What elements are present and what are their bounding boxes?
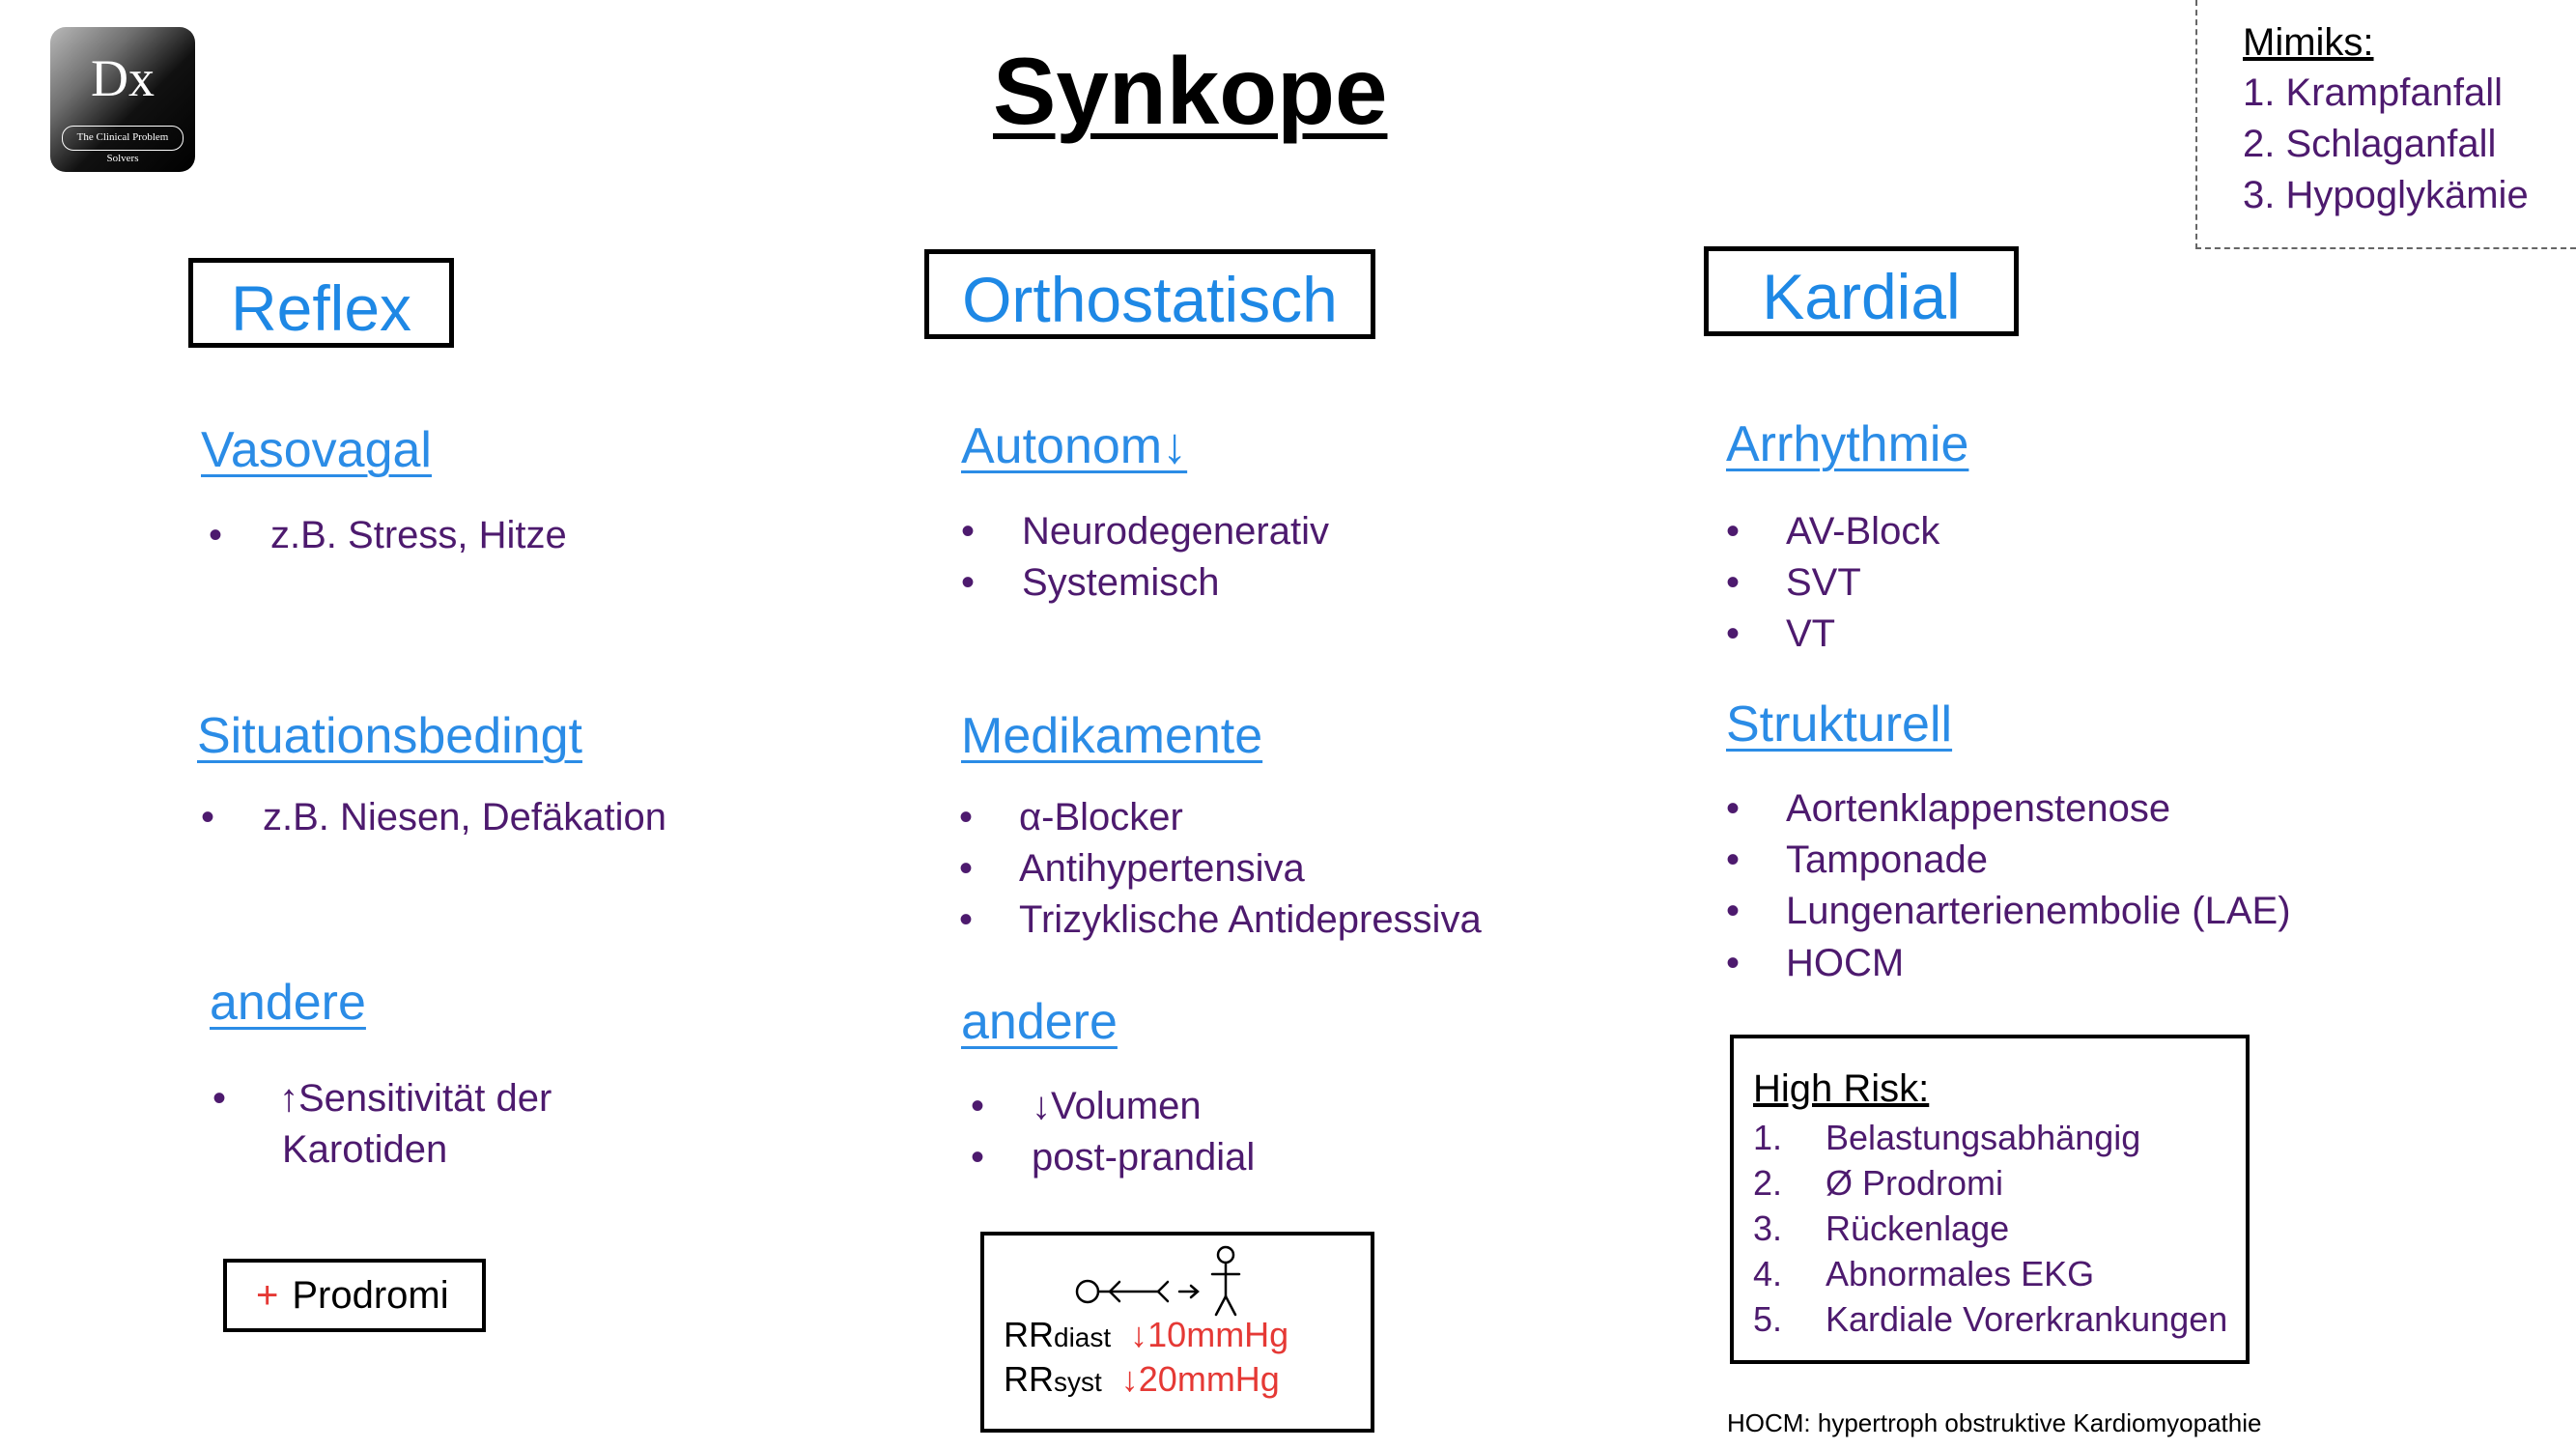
mimics-box <box>2195 0 2576 249</box>
category-cardiac <box>1704 246 2019 336</box>
bullet-text: Aortenklappenstenose <box>1786 787 2171 830</box>
rr-systolic-sub: syst <box>1054 1367 1102 1397</box>
logo <box>50 27 195 172</box>
high-risk-box <box>1730 1035 2250 1364</box>
mimics-item: 1. Krampfanfall <box>2243 71 2504 114</box>
logo-subtitle: The Clinical Problem Solvers <box>62 126 184 151</box>
rr-diastolic-value: ↓10mmHg <box>1130 1315 1289 1354</box>
bullet-text: z.B. Stress, Hitze <box>270 514 567 556</box>
bullet-text: Trizyklische Antidepressiva <box>1019 898 1482 941</box>
bullet-text: SVT <box>1786 561 1861 604</box>
rr-diastolic-label: RR <box>1004 1315 1054 1354</box>
heading-structural: Strukturell <box>1726 696 1953 753</box>
high-risk-num: 1. <box>1753 1118 1783 1157</box>
rr-diastolic-sub: diast <box>1054 1322 1112 1352</box>
high-risk-num: 4. <box>1753 1254 1783 1293</box>
bullet-text: VT <box>1786 612 1836 655</box>
category-orthostatic <box>924 249 1375 339</box>
blood-pressure-box <box>980 1232 1374 1433</box>
high-risk-num: 5. <box>1753 1299 1783 1339</box>
category-cardiac-label: Kardial <box>1762 261 1961 332</box>
rr-systolic-label: RR <box>1004 1359 1054 1399</box>
bullet-text: HOCM <box>1786 942 1905 984</box>
bullet-text: Systemisch <box>1022 561 1220 604</box>
page-title: Synkope <box>993 38 1388 144</box>
high-risk-text: Rückenlage <box>1826 1208 2010 1248</box>
footnote: HOCM: hypertroph obstruktive Kardiomyopathie <box>1727 1408 2262 1437</box>
bullet-text: Lungenarterienembolie (LAE) <box>1786 890 2291 932</box>
high-risk-num: 2. <box>1753 1163 1783 1203</box>
category-reflex <box>188 258 454 348</box>
prodromi-box <box>223 1259 486 1332</box>
bullet-text: AV-Block <box>1786 510 1940 553</box>
heading-arrhythmia: Arrhythmie <box>1726 416 1969 472</box>
bullet-text: z.B. Niesen, Defäkation <box>263 796 666 838</box>
rr-systolic <box>1004 1359 1280 1400</box>
mimics-item: 3. Hypoglykämie <box>2243 174 2529 216</box>
bullet-text: Tamponade <box>1786 838 1989 881</box>
high-risk-text: Kardiale Vorerkrankungen <box>1826 1299 2228 1339</box>
category-reflex-label: Reflex <box>230 272 412 344</box>
heading-autonomic: Autonom↓ <box>961 418 1188 474</box>
heading-medications: Medikamente <box>961 708 1263 764</box>
heading-reflex-other: andere <box>210 975 366 1031</box>
rr-diastolic <box>1004 1315 1288 1355</box>
prodromi-label: Prodromi <box>292 1274 449 1317</box>
high-risk-text: Ø Prodromi <box>1826 1163 2004 1203</box>
bullet-continuation: Karotiden <box>282 1128 448 1171</box>
heading-orthostatic-other: andere <box>961 994 1118 1050</box>
bullet-text: post-prandial <box>1032 1136 1256 1179</box>
heading-vasovagal: Vasovagal <box>201 422 432 478</box>
plus-icon: + <box>256 1274 279 1317</box>
high-risk-text: Abnormales EKG <box>1826 1254 2095 1293</box>
bullet-text: ↑Sensitivität der <box>279 1077 552 1120</box>
high-risk-heading: High Risk: <box>1753 1067 1930 1110</box>
rr-systolic-value: ↓20mmHg <box>1120 1359 1280 1399</box>
high-risk-text: Belastungsabhängig <box>1826 1118 2141 1157</box>
bullet-text: ↓Volumen <box>1032 1085 1202 1127</box>
lying-to-standing-icon <box>1071 1243 1264 1321</box>
bullet-text: α-Blocker <box>1019 796 1183 838</box>
bullet-text: Neurodegenerativ <box>1022 510 1329 553</box>
high-risk-num: 3. <box>1753 1208 1783 1248</box>
bullet-text: Antihypertensiva <box>1019 847 1305 890</box>
heading-situational: Situationsbedingt <box>197 708 582 764</box>
logo-mark: Dx <box>91 49 155 107</box>
category-orthostatic-label: Orthostatisch <box>962 264 1338 335</box>
mimics-item: 2. Schlaganfall <box>2243 123 2497 165</box>
mimics-heading: Mimiks: <box>2243 21 2374 64</box>
